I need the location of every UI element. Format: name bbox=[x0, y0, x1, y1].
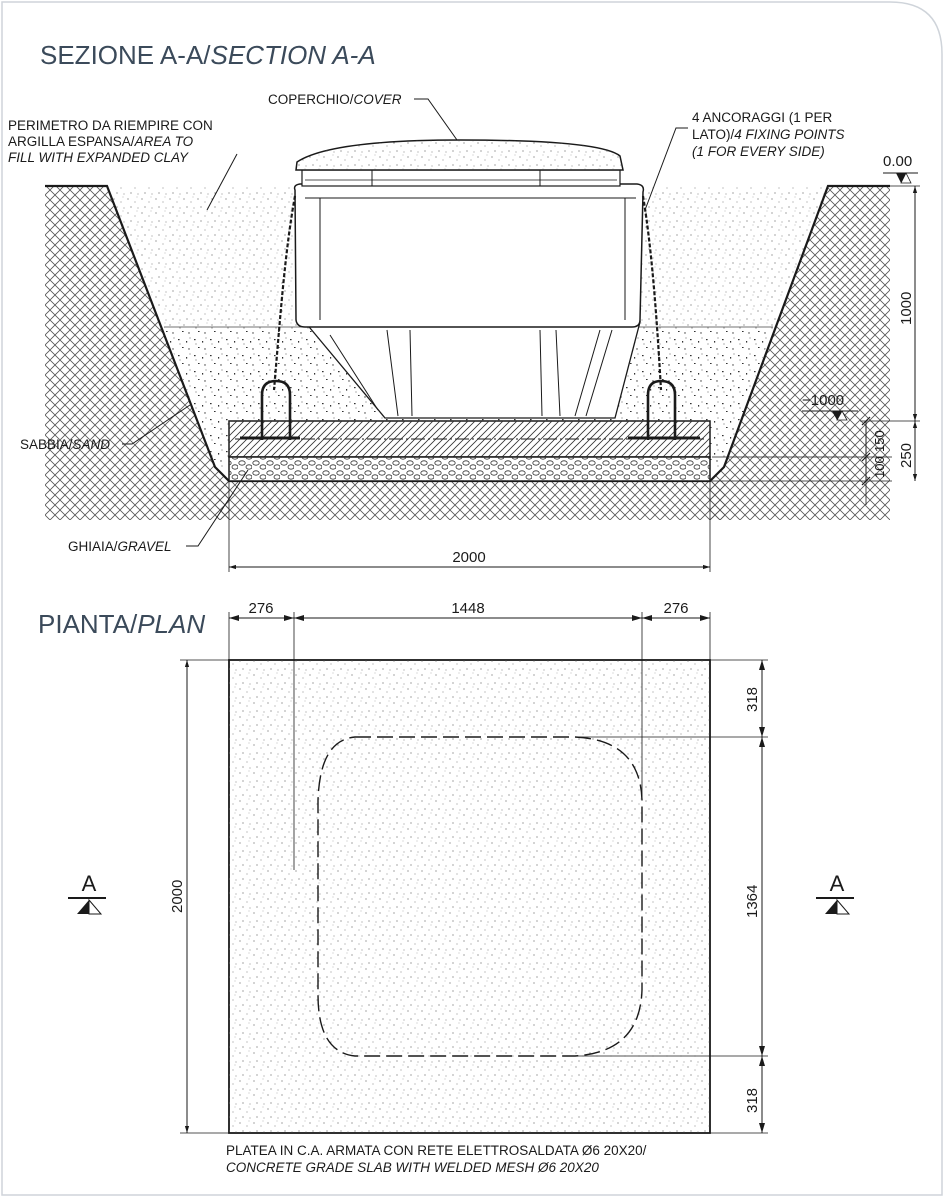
anchors-label-l3: (1 FOR EVERY SIDE) bbox=[692, 144, 825, 159]
svg-text:250: 250 bbox=[898, 442, 915, 468]
section-marker-left bbox=[68, 871, 106, 914]
plan-title: PIANTA/PLAN bbox=[38, 609, 206, 639]
slab-note-l2: CONCRETE GRADE SLAB WITH WELDED MESH Ø6 20X20 bbox=[226, 1160, 599, 1175]
level-mark-top bbox=[883, 153, 918, 183]
svg-text:100: 100 bbox=[872, 456, 887, 478]
svg-text:318: 318 bbox=[744, 1087, 761, 1113]
svg-text:318: 318 bbox=[744, 686, 761, 712]
soil-bottom bbox=[215, 481, 725, 520]
svg-text:A: A bbox=[81, 871, 97, 896]
svg-text:1448: 1448 bbox=[451, 600, 485, 617]
dim-plan-height bbox=[169, 660, 229, 1133]
sand-label: SABBIA/SAND bbox=[20, 437, 111, 452]
gravel-label: GHIAIA/GRAVEL bbox=[68, 539, 172, 554]
perimeter-label-l3: FILL WITH EXPANDED CLAY bbox=[8, 150, 189, 165]
svg-text:2000: 2000 bbox=[452, 549, 486, 566]
cover-leader bbox=[414, 99, 457, 140]
section-title: SEZIONE A-A/SECTION A-A bbox=[40, 40, 376, 70]
svg-text:0.00: 0.00 bbox=[883, 153, 913, 170]
svg-text:−1000: −1000 bbox=[802, 392, 845, 409]
svg-text:1000: 1000 bbox=[898, 291, 915, 325]
svg-text:276: 276 bbox=[663, 600, 689, 617]
svg-text:2000: 2000 bbox=[169, 879, 186, 913]
cover-label: COPERCHIO/COVER bbox=[268, 92, 402, 107]
svg-text:150: 150 bbox=[872, 430, 887, 452]
anchors-label-l2: LATO)/4 FIXING POINTS bbox=[692, 127, 845, 142]
perimeter-label-l1: PERIMETRO DA RIEMPIRE CON bbox=[8, 118, 213, 133]
section-marker-right bbox=[816, 871, 854, 914]
cover bbox=[296, 140, 623, 170]
anchors-label-l1: 4 ANCORAGGI (1 PER bbox=[692, 110, 833, 125]
svg-text:1364: 1364 bbox=[744, 884, 761, 918]
svg-text:276: 276 bbox=[248, 600, 274, 617]
svg-text:A: A bbox=[829, 871, 845, 896]
slab-note-l1: PLATEA IN C.A. ARMATA CON RETE ELETTROSALDATA Ø6 20X20/ bbox=[226, 1143, 647, 1158]
perimeter-label-l2: ARGILLA ESPANSA/AREA TO bbox=[8, 134, 194, 149]
